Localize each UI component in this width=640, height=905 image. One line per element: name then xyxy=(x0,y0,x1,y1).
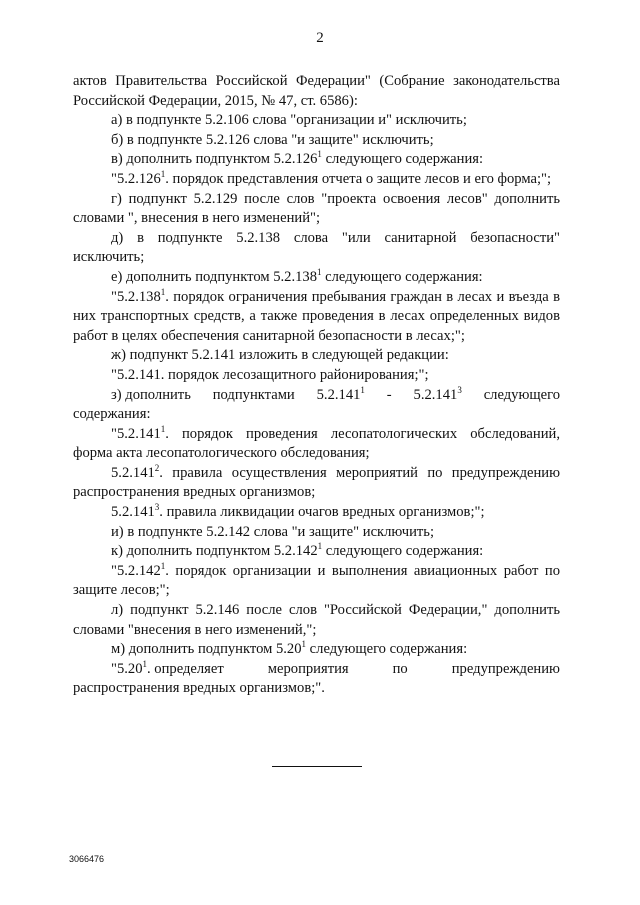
text-run: . порядок проведения лесопатологических обследований, форма акта лесопатологического обследования; xyxy=(73,425,560,462)
superscript: 1 xyxy=(142,658,147,669)
paragraph xyxy=(73,150,560,170)
paragraph xyxy=(73,464,560,503)
text-run: следующего содержания: xyxy=(306,641,468,658)
paragraph xyxy=(73,640,560,660)
paragraph: г) подпункт 5.2.129 после слов "проекта освоения лесов" дополнить словами ", внесения в него изменений"; xyxy=(73,190,560,227)
paragraph-line xyxy=(73,386,560,406)
paragraph: и) в подпункте 5.2.142 слова "и защите" исключить; xyxy=(111,523,435,540)
text-run: 5.2.141 xyxy=(111,464,155,481)
text-run: "5.2.141 xyxy=(111,425,161,442)
paragraph: "5.2.141. порядок лесозащитного районирования;"; xyxy=(111,366,429,383)
superscript: 1 xyxy=(360,384,365,395)
superscript: 1 xyxy=(160,168,166,179)
paragraph xyxy=(73,288,560,347)
text-run: по xyxy=(392,660,408,677)
paragraph: актов Правительства Российской Федерации" (Собрание законодательства Российской Федерации, 2015, № 47, ст. 6586): xyxy=(73,73,560,109)
text-run: следующего содержания: xyxy=(322,543,484,560)
superscript: 2 xyxy=(154,462,160,473)
text-run: подпунктами xyxy=(212,386,295,403)
paragraph: содержания: xyxy=(73,406,151,423)
paragraph xyxy=(73,503,560,523)
text-run xyxy=(414,386,462,406)
superscript: 1 xyxy=(160,286,166,297)
paragraph: б) в подпункте 5.2.126 слова "и защите" исключить; xyxy=(111,131,434,148)
paragraph: ж) подпункт 5.2.141 изложить в следующей редакции: xyxy=(111,347,449,364)
text-run: . порядок ограничения пребывания граждан в лесах и въезда в них транспортных средств, а также проведения в лесах определенных видов работ в целях обеспечения санитарной безопасности в лесах;"; xyxy=(73,288,560,344)
superscript: 3 xyxy=(457,384,462,395)
text-run xyxy=(111,660,224,680)
paragraph-line xyxy=(73,660,560,680)
paragraph xyxy=(73,542,560,562)
text-run: в) дополнить подпунктом 5.2.126 xyxy=(111,151,318,168)
paragraph xyxy=(73,562,560,601)
superscript: 3 xyxy=(154,502,160,513)
superscript: 1 xyxy=(317,149,322,160)
superscript: 1 xyxy=(301,639,307,650)
document-code: 3066476 xyxy=(69,854,105,864)
paragraph xyxy=(73,170,560,190)
superscript: 1 xyxy=(160,423,166,434)
paragraph xyxy=(73,268,560,288)
text-run: . правила осуществления мероприятий по предупреждению распространения вредных организмов; xyxy=(73,464,560,501)
paragraph xyxy=(73,425,560,464)
text-run: следующего содержания: xyxy=(321,151,484,168)
text-run: следующего xyxy=(483,386,560,403)
paragraph: распространения вредных организмов;". xyxy=(73,680,325,697)
document-body xyxy=(73,72,560,699)
text-run: 5.2.141 xyxy=(316,386,361,403)
text-run: "5.2.142 xyxy=(111,562,161,579)
text-run: е) дополнить подпунктом 5.2.138 xyxy=(111,268,318,285)
text-run: к) дополнить подпунктом 5.2.142 xyxy=(111,543,318,560)
text-run: следующего содержания: xyxy=(321,268,483,285)
superscript: 1 xyxy=(317,541,323,552)
paragraph: л) подпункт 5.2.146 после слов "Российской Федерации," дополнить словами "внесения в него изменений,"; xyxy=(73,602,560,638)
paragraph: а) в подпункте 5.2.106 слова "организации и" исключить; xyxy=(111,112,467,129)
text-run xyxy=(317,386,365,406)
text-run: - xyxy=(386,386,392,403)
text-run: . порядок организации и выполнения авиационных работ по защите лесов;"; xyxy=(73,562,560,599)
page-number: 2 xyxy=(316,30,324,46)
text-run: 5.2.141 xyxy=(111,504,155,521)
separator-line xyxy=(272,766,362,767)
paragraph: д) в подпункте 5.2.138 слова "или санитарной безопасности" исключить; xyxy=(73,229,560,266)
text-run: з) дополнить xyxy=(111,386,191,403)
text-run: . правила ликвидации очагов вредных организмов;"; xyxy=(159,504,485,521)
text-run: "5.20 xyxy=(111,660,143,677)
text-run: "5.2.126 xyxy=(111,170,161,187)
text-run: . порядок представления отчета о защите лесов и его форма;"; xyxy=(165,170,552,187)
text-run: "5.2.138 xyxy=(111,288,161,305)
text-run: м) дополнить подпунктом 5.20 xyxy=(111,641,302,658)
text-run: мероприятия xyxy=(267,660,349,677)
text-run: 5.2.141 xyxy=(413,386,458,403)
text-run: предупреждению xyxy=(451,660,560,677)
superscript: 1 xyxy=(317,266,322,277)
text-run: . определяет xyxy=(147,660,224,677)
superscript: 1 xyxy=(160,560,166,571)
